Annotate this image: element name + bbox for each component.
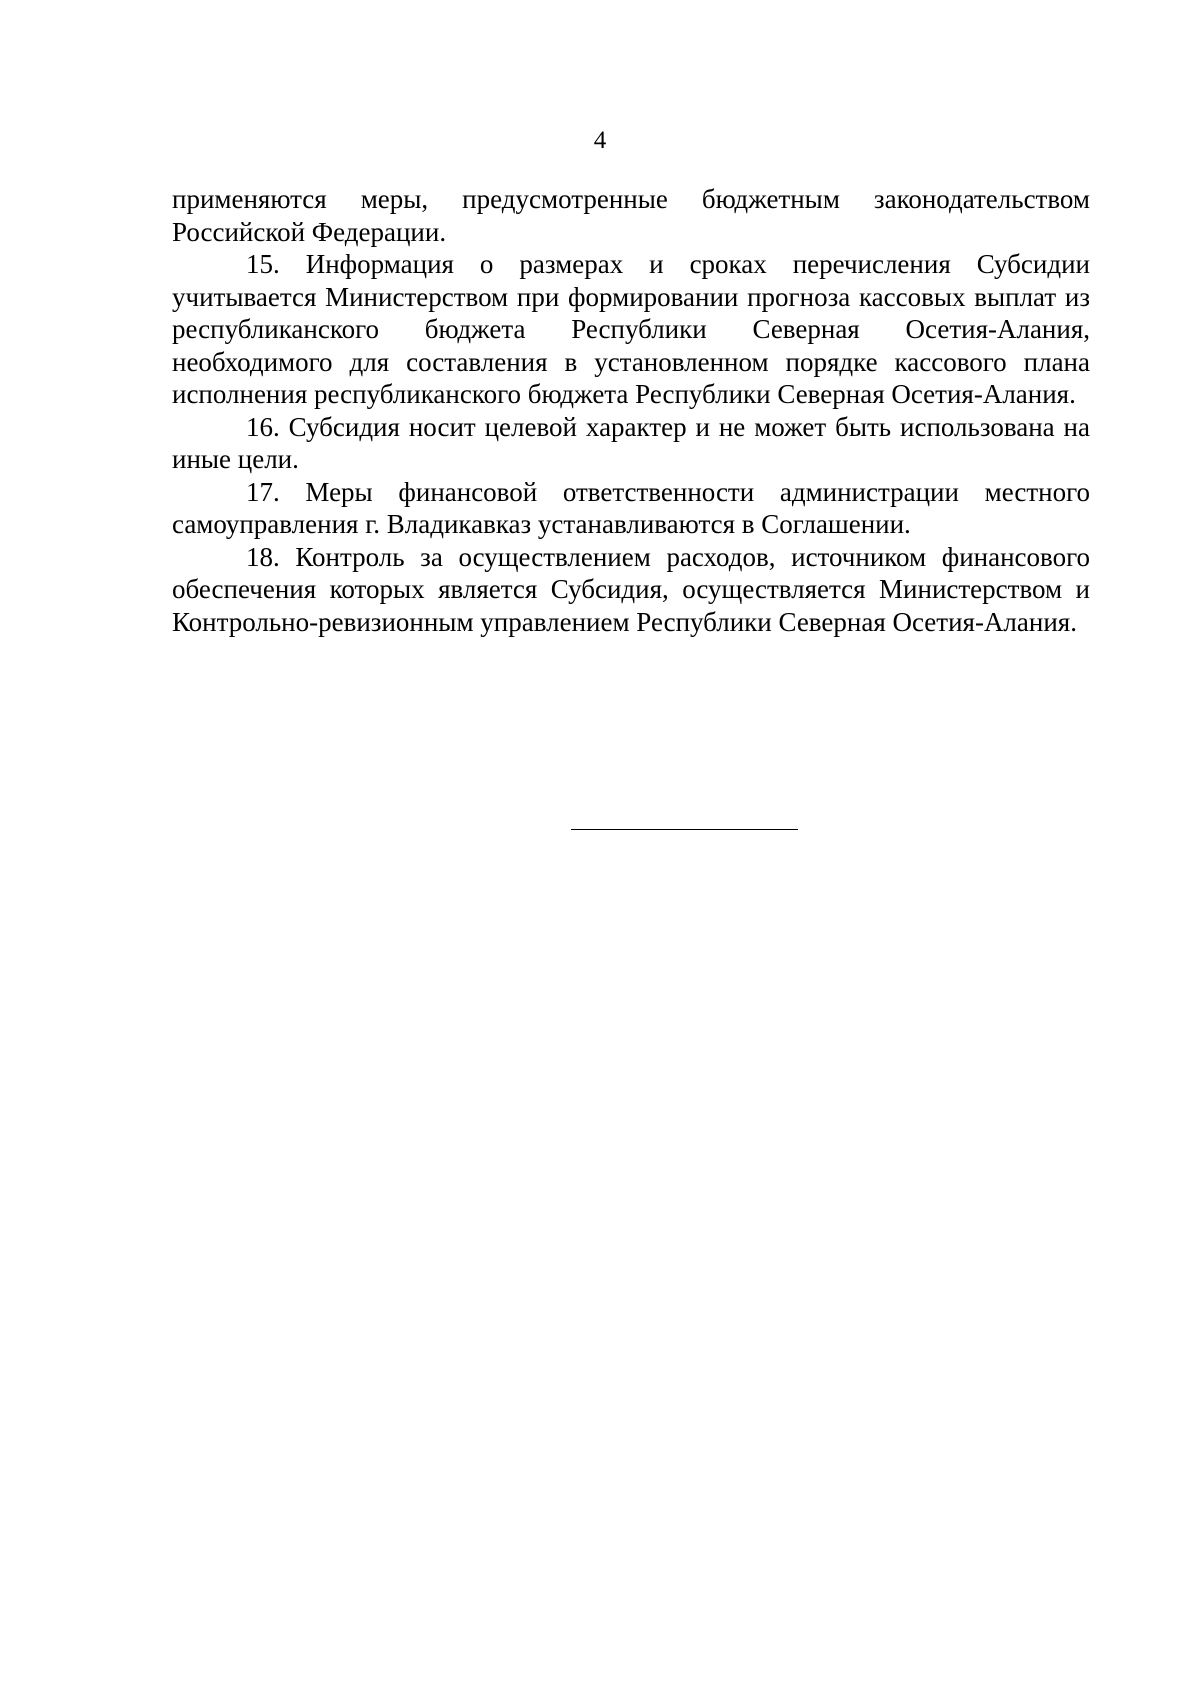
document-body <box>172 183 1090 638</box>
paragraph-item-15: 15. Информация о размерах и сроках перечисления Субсидии учитывается Министерством при формировании прогноза кассовых выплат из республиканского бюджета Республики Северная Осетия-Алания, необходимого для составления в установленном порядке кассового плана исполнения республиканского бюджета Республики Северная Осетия-Алания. <box>172 249 1090 409</box>
end-of-document-rule <box>571 829 798 830</box>
paragraph-item-17: 17. Меры финансовой ответственности администрации местного самоуправления г. Владикавказ устанавливаются в Соглашении. <box>172 476 1090 539</box>
paragraph-item-16: 16. Субсидия носит целевой характер и не может быть использована на иные цели. <box>172 411 1090 474</box>
paragraph-continuation: применяются меры, предусмотренные бюджетным законодательством Российской Федерации. <box>172 184 1090 247</box>
page-number: 4 <box>593 127 607 154</box>
paragraph-item-18: 18. Контроль за осуществлением расходов, источником финансового обеспечения которых является Субсидия, осуществляется Министерством и Контрольно-ревизионным управлением Республики Северная Осетия-Алания. <box>172 541 1090 637</box>
